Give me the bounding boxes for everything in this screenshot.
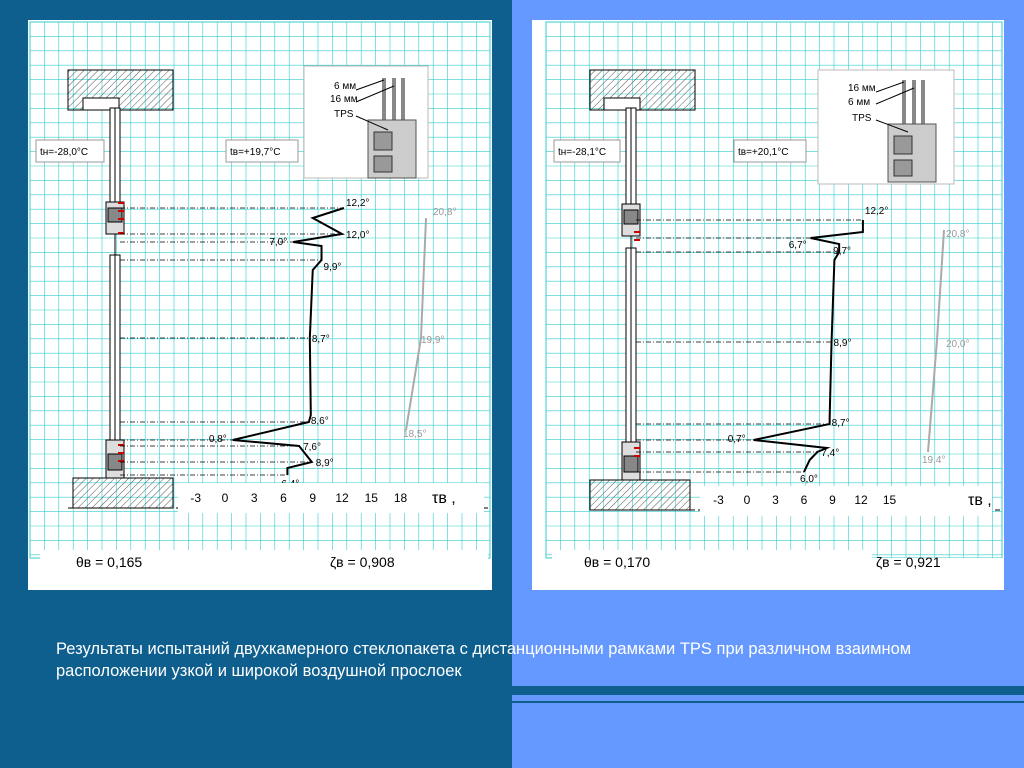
leader-lines bbox=[636, 220, 863, 472]
wall-bottom-hatch bbox=[73, 478, 173, 508]
outside-label-1: 19,9° bbox=[421, 335, 445, 346]
temperature-label: 7,0° bbox=[269, 237, 288, 248]
temperature-label: 9,9° bbox=[323, 262, 342, 273]
theta-coefficient: θв = 0,165 bbox=[76, 554, 143, 570]
x-tick-label: 3 bbox=[250, 491, 258, 505]
zeta-coefficient: ζв = 0,921 bbox=[876, 554, 941, 570]
blue-stripe-bottom bbox=[512, 701, 1024, 703]
spacer-detail-inset bbox=[304, 66, 428, 178]
inset-label-1: 6 мм bbox=[848, 97, 871, 108]
zeta-coefficient: ζв = 0,908 bbox=[330, 554, 395, 570]
x-tick-label: 6 bbox=[800, 493, 808, 507]
outside-label-0: 20,8° bbox=[946, 229, 970, 240]
temperature-label: 6,7° bbox=[788, 240, 807, 251]
outside-label-2: 19,4° bbox=[922, 455, 946, 466]
right-chart-svg bbox=[532, 20, 1004, 590]
x-tick-label: 9 bbox=[309, 491, 317, 505]
temperature-label: 12,2° bbox=[345, 198, 370, 209]
frame-profile-top-core bbox=[624, 210, 638, 224]
temperature-label: 7,6° bbox=[303, 442, 322, 453]
wall-bottom bbox=[73, 478, 173, 508]
outside-label-2: 18,5° bbox=[403, 429, 427, 440]
outside-temp-label: tн=-28,1°С bbox=[558, 147, 607, 158]
inset-label-2: TPS bbox=[334, 109, 354, 120]
blue-stripe-top bbox=[512, 686, 1024, 695]
outside-temp-label: tн=-28,0°С bbox=[40, 147, 89, 158]
temperature-label: 7,4° bbox=[821, 448, 840, 459]
x-tick-label: 0 bbox=[221, 491, 229, 505]
x-tick-label: 3 bbox=[772, 493, 779, 507]
x-axis-label: τв , bbox=[432, 490, 456, 507]
left-chart-svg bbox=[28, 20, 492, 590]
temperature-label: 8,7° bbox=[311, 334, 330, 345]
x-tick-label: -3 bbox=[190, 491, 202, 505]
temperature-labels bbox=[728, 206, 889, 485]
wall-top bbox=[590, 70, 695, 110]
x-tick-label: 6 bbox=[280, 491, 287, 505]
x-tick-label: 0 bbox=[743, 493, 751, 507]
right-chart-panel bbox=[532, 20, 1004, 590]
inset-frame-chamber-1 bbox=[894, 136, 912, 154]
x-tick-label: 18 bbox=[393, 491, 408, 505]
temperature-label: 8,9° bbox=[833, 338, 852, 349]
inset-label-2: TPS bbox=[852, 113, 872, 124]
slide-caption: Результаты испытаний двухкамерного стеклопакета с дистанционными рамками TPS при различном взаимном расположении узкой и широкой воздушной прослоек bbox=[56, 640, 912, 680]
inside-temp-label: tв=+19,7°С bbox=[230, 147, 281, 158]
x-tick-label: 12 bbox=[854, 493, 868, 507]
temperature-label: 12,0° bbox=[346, 230, 370, 241]
outside-label-0: 20,8° bbox=[433, 207, 457, 218]
temperature-label: 6,0° bbox=[800, 474, 818, 485]
temperature-label: 9,7° bbox=[833, 246, 852, 257]
outside-label-1: 20,0° bbox=[946, 339, 970, 350]
inset-frame-chamber-1 bbox=[374, 132, 392, 150]
x-tick-label: 9 bbox=[829, 493, 836, 507]
outside-temperature-line bbox=[928, 230, 944, 452]
inset-frame-chamber-2 bbox=[374, 156, 392, 172]
inset-label-1: 16 мм bbox=[330, 94, 358, 105]
inset-label-0: 6 мм bbox=[334, 81, 357, 92]
x-tick-label: 12 bbox=[335, 491, 349, 505]
x-tick-label: 15 bbox=[364, 491, 378, 505]
temperature-label: 8,9° bbox=[315, 458, 334, 469]
x-tick-label: -3 bbox=[713, 493, 724, 507]
temperature-label: 0,7° bbox=[727, 434, 746, 445]
glazing-unit bbox=[106, 108, 124, 478]
x-tick-label: 15 bbox=[882, 493, 897, 507]
temperature-label: 12,2° bbox=[864, 206, 889, 217]
outside-temperature-line bbox=[406, 218, 426, 430]
spacer-detail-inset bbox=[818, 70, 954, 184]
wall-top bbox=[68, 70, 173, 110]
temperature-label: 8,7° bbox=[831, 418, 850, 429]
temperature-label: 0,8° bbox=[208, 434, 227, 445]
temperature-label: 8,6° bbox=[310, 416, 329, 427]
wall-bottom bbox=[590, 480, 690, 510]
left-chart-panel bbox=[28, 20, 492, 590]
wall-bottom-hatch bbox=[590, 480, 690, 510]
frame-profile-bottom-core bbox=[624, 456, 638, 472]
theta-coefficient: θв = 0,170 bbox=[584, 554, 651, 570]
inside-temp-label: tв=+20,1°С bbox=[738, 147, 789, 158]
x-axis-label: τв , bbox=[968, 492, 992, 509]
inset-frame-chamber-2 bbox=[894, 160, 912, 176]
inset-label-0: 16 мм bbox=[848, 83, 876, 94]
